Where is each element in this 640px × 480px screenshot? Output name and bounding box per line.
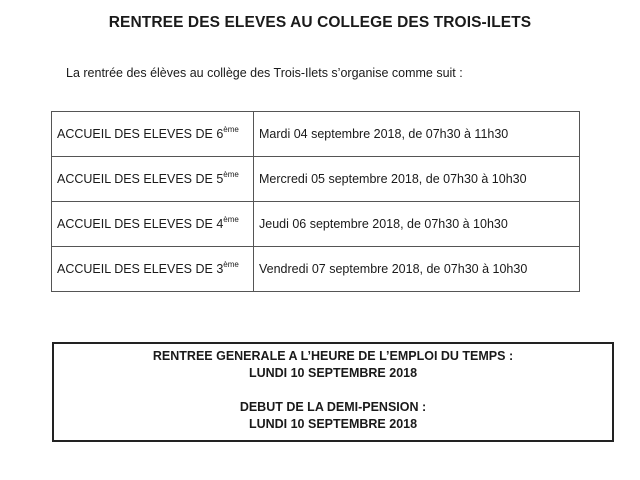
grade-cell (52, 112, 254, 157)
table-row (52, 202, 580, 247)
grade-suffix: ème (223, 170, 239, 179)
date-cell: Mardi 04 septembre 2018, de 07h30 à 11h30 (254, 112, 580, 157)
notice-box (52, 342, 614, 442)
grade-cell (52, 157, 254, 202)
date-cell: Mercredi 05 septembre 2018, de 07h30 à 10h30 (254, 157, 580, 202)
canteen-start-date: LUNDI 10 SEPTEMBRE 2018 (248, 417, 418, 431)
document-title: RENTREE DES ELEVES AU COLLEGE DES TROIS-ILETS (108, 14, 532, 31)
table-row (52, 247, 580, 292)
table-row (52, 112, 580, 157)
table-row (52, 157, 580, 202)
grade-label: ACCUEIL DES ELEVES DE 6 (57, 127, 224, 141)
schedule-table (51, 111, 580, 292)
grade-label: ACCUEIL DES ELEVES DE 3 (57, 262, 224, 276)
grade-label: ACCUEIL DES ELEVES DE 4 (57, 217, 224, 231)
grade-suffix: ème (223, 125, 239, 134)
grade-cell (52, 202, 254, 247)
grade-label: ACCUEIL DES ELEVES DE 5 (57, 172, 224, 186)
date-cell: Jeudi 06 septembre 2018, de 07h30 à 10h30 (254, 202, 580, 247)
grade-cell (52, 247, 254, 292)
date-cell: Vendredi 07 septembre 2018, de 07h30 à 10h30 (254, 247, 580, 292)
canteen-start-heading: DEBUT DE LA DEMI-PENSION : (239, 400, 427, 414)
general-start-heading: RENTREE GENERALE A L’HEURE DE L’EMPLOI DU TEMPS : (152, 349, 514, 363)
grade-suffix: ème (223, 215, 239, 224)
general-start-date: LUNDI 10 SEPTEMBRE 2018 (248, 366, 418, 380)
grade-suffix: ème (223, 260, 239, 269)
intro-text: La rentrée des élèves au collège des Trois-Ilets s’organise comme suit : (66, 66, 463, 80)
